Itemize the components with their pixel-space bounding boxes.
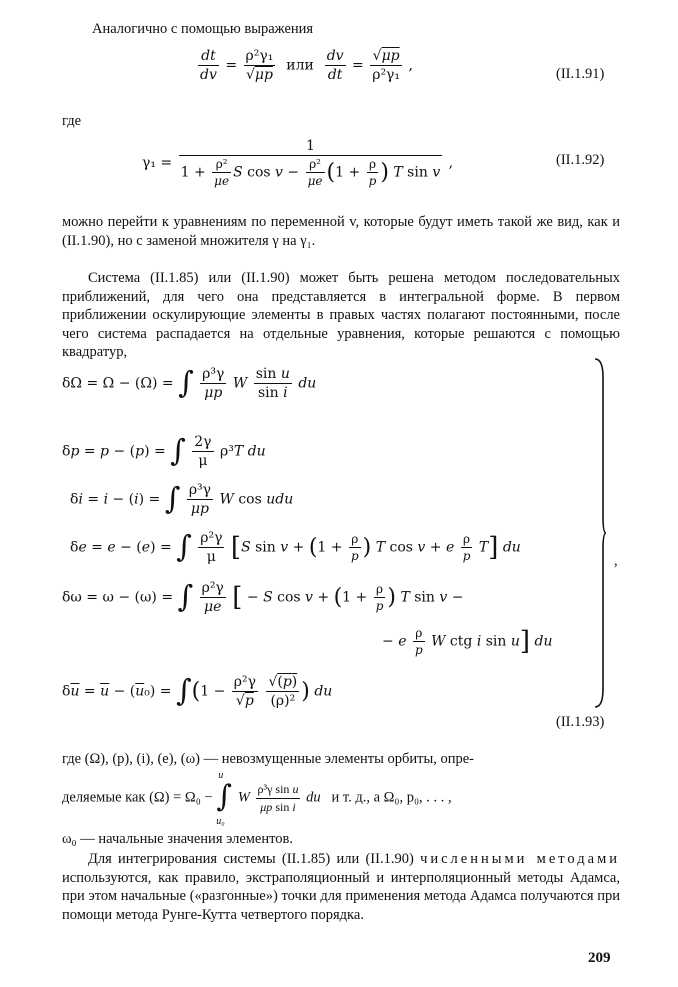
definition-suffix: и т. д., а Ω₀, p₀, . . . , (331, 789, 452, 806)
paragraph-integration (62, 850, 620, 924)
equation-93-line-p: δp = p − (p) = ∫ $\frac{2\gamma}{\mu}$ ρ³T du (62, 433, 266, 469)
equation-93-line-i: δi = i − (i) = ∫ $\frac{\text{ρ³γ}}{\mu p}$ W cos udu (70, 481, 294, 517)
equation-93-line-omega-cont: − e $\frac{\rho}{p}$ W ctg i sin u] du (382, 626, 553, 657)
definition-prefix: деляемые как (Ω) = Ω₀ − (62, 789, 213, 806)
equation-number-91: (II.1.91) (556, 66, 605, 82)
where-elements-text: где (Ω), (p), (i), (e), (ω) — невозмущенные элементы орбиты, опре- (62, 751, 474, 767)
integration-rest: используются, как правило, экстраполяционный и интерполяционный методы Адамса, при этом начальные («разгонные») точки для применения метода Адамса получаются при помощи метода Рунге-Кутта четвертого порядка. (62, 869, 620, 923)
paragraph-system-solution (62, 269, 620, 362)
system-solution-text: Система (II.1.85) или (II.1.90) может быть решена методом последовательных приближений, для чего она представляется в интегральной форме. В первом приближении оскулирующие элементы в правых частях полагают постоянными, после чего система распадается на отдельные уравнения, которые решаются с помощью квадратур, (62, 270, 620, 361)
paragraph-after-gamma: можно перейти к уравнениям по переменной v, которые будут иметь такой же вид, как и (II.1.90), но с заменой множителя γ на γ₁. (62, 214, 620, 249)
integration-start: Для интегрирования системы (II.1.85) или (II.1.90) (88, 851, 414, 867)
equation-93-line-omega-small: δω = ω − (ω) = ∫ $\frac{\text{ρ²γ}}{\mu e}$ [ − S cos v + (1 + $\frac{\rho}{p}$ ) T sin v − (62, 579, 464, 615)
where-label: где (62, 113, 82, 129)
page-number: 209 (588, 950, 611, 966)
system-comma: , (614, 553, 618, 569)
intro-text: Аналогично с помощью выражения (92, 21, 314, 37)
definition-line: деляемые как (Ω) = Ω₀ − u ∫ u₀ W $\frac{\text{ρ³γ sin u}}{\text{μp sin i}}$ du и т. д., а Ω₀, p₀, . . . , (62, 770, 452, 827)
equation-number-92: (II.1.92) (556, 152, 605, 168)
initial-values-text: ω₀ — начальные значения элементов. (62, 831, 293, 847)
equation-92: γ₁ = 1 1 + $\frac{\text{ρ²}}{\mu e}$ S cos v − $\frac{\text{ρ²}}{\mu e}$ (1 + $\frac{\rho}{p}$ ) T sin v , (142, 138, 454, 188)
system-brace (594, 357, 606, 709)
integration-spaced: численными методами (420, 851, 621, 867)
equation-number-93: (II.1.93) (556, 714, 605, 730)
equation-93-line-e: δe = e − (e) = ∫ $\frac{\text{ρ²γ}}{\mu}$ [S sin v + (1 + $\frac{\rho}{p}$ ) T cos v + e $\frac{\rho}{p}$ T] du (70, 529, 521, 565)
equation-93-line-u: $\delta\overline{u} = \overline{u} - (\overline{u}_0) = \int(1$ − $\frac{\text{ρ²γ}}{√p}$ $\frac{√(p)}{\text{(ρ)²}}$ ) du (62, 673, 333, 709)
equation-91: $\frac{dt}{dv}$ = $\frac{\text{ρ²γ₁}}{√\mu p}$ или $\frac{dv}{dt}$ = $\frac{√\mu p}{\text{ρ²γ₁}}$ , (200, 48, 413, 83)
equation-93-line-omega: δΩ = Ω − (Ω) = ∫ $\frac{\text{ρ³γ}}{\mu p}$ W $\frac{\text{sin u}}{\text{sin i}}$ du (62, 365, 317, 401)
